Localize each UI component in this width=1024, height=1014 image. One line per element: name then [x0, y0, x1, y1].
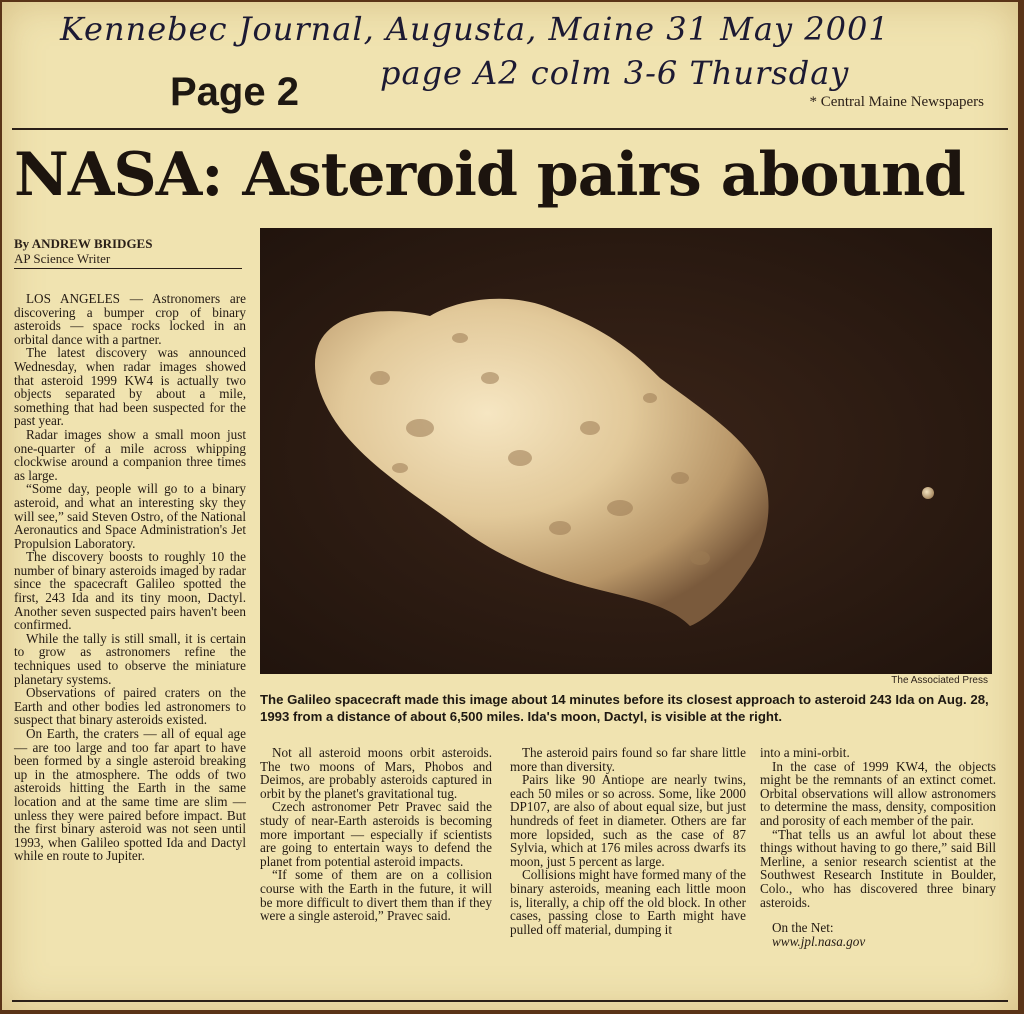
photo-caption: The Galileo spacecraft made this image about 14 minutes before its closest approach to asteroid 243 Ida on Aug. 28, 1993 from a distance of about 6,500 miles. Ida's moon, Dactyl, is visible at the right. [260, 692, 989, 724]
article-column-1 [14, 292, 246, 863]
byline-role: AP Science Writer [14, 251, 111, 266]
paragraph: “That tells us an awful lot about these things without having to go there,” said Bill Merline, a senior research scientist at the Southwest Research Institute in Boulder, Colo., who has discovered three binary asteroids. [760, 826, 996, 910]
handwritten-note-line1: Kennebec Journal, Augusta, Maine 31 May 2001 [60, 10, 890, 48]
footer-rule [12, 1000, 1008, 1002]
paragraph: “Some day, people will go to a binary asteroid, and what an interesting sky they will see,” said Steven Ostro, of the National Aeronautics and Space Administration's Jet Propulsion Laboratory. [14, 481, 246, 551]
page-label: Page 2 [170, 70, 299, 114]
paragraph: Radar images show a small moon just one-quarter of a mile across whipping clockwise around a companion three times as large. [14, 426, 246, 483]
byline-rule [14, 268, 242, 269]
handwritten-note-line2: page A2 colm 3-6 Thursday [380, 54, 850, 92]
paragraph: The asteroid pairs found so far share little more than diversity. [510, 745, 746, 774]
paragraph: LOS ANGELES — Astronomers are discovering a bumper crop of binary asteroids — space rocks locked in an orbital dance with a partner. [14, 291, 246, 347]
paragraph: On Earth, the craters — all of equal age — are too large and too far apart to have been formed by a single asteroid breaking up in the atmosphere. The odds of two asteroids hitting the Earth in the same location and at the same time are slim — unless they were paired before impact. But the first binary asteroid was not seen until 1993, when Galileo spotted Ida and Dactyl while en route to Jupiter. [14, 726, 246, 864]
source-note: * Central Maine Newspapers [809, 94, 984, 110]
newspaper-clipping [2, 2, 1018, 1010]
header-rule [12, 128, 1008, 130]
asteroid-ida-photo [260, 228, 992, 674]
article-column-4 [760, 746, 996, 948]
headline: NASA: Asteroid pairs abound [14, 140, 965, 210]
paragraph: The latest discovery was announced Wednesday, when radar images showed that asteroid 1999 KW4 is actually two objects separated by about a mile, something that had been suspected for the past year. [14, 345, 246, 429]
on-the-net-url: www.jpl.nasa.gov [772, 933, 866, 949]
photo-credit: The Associated Press [891, 675, 988, 686]
article-column-2 [260, 746, 492, 923]
paragraph: Pairs like 90 Antiope are nearly twins, each 50 miles or so across. Some, like 2000 DP107, are also of about equal size, but just hundreds of feet in diameter. Others are far more lopsided, such as the case of 87 Sylvia, which at 176 miles across dwarfs its moon, just 5 percent as large. [510, 772, 746, 869]
article-column-3 [510, 746, 746, 936]
on-the-net-label: On the Net: [772, 920, 834, 936]
paragraph: into a mini-orbit. [760, 745, 850, 760]
paragraph: Czech astronomer Petr Pravec said the study of near-Earth asteroids is becoming more important — especially if scientists are going to entertain ways to defend the planet from potential asteroid impacts. [260, 799, 492, 869]
paragraph: The discovery boosts to roughly 10 the number of binary asteroids imaged by radar since the spacecraft Galileo spotted the first, 243 Ida and its tiny moon, Dactyl. Another seven suspected pairs haven't been confirmed. [14, 549, 246, 633]
byline-author: By ANDREW BRIDGES [14, 236, 153, 251]
byline [14, 236, 152, 266]
paragraph: While the tally is still small, it is certain to grow as astronomers refine the techniques used to observe the miniature planetary systems. [14, 630, 246, 687]
paragraph: In the case of 1999 KW4, the objects might be the remnants of an extinct comet. Orbital observations will allow astronomers to determine the mass, density, composition and porosity of each member of the pair. [760, 758, 996, 828]
paragraph: Collisions might have formed many of the binary asteroids, meaning each little moon is, literally, a chip off the old block. In other cases, passing close to Earth might have pulled off material, dumping it [510, 867, 746, 937]
paragraph: Observations of paired craters on the Earth and other bodies led astronomers to suspect that binary asteroids existed. [14, 685, 246, 728]
moon-dactyl [922, 487, 934, 499]
paragraph: Not all asteroid moons orbit asteroids. The two moons of Mars, Phobos and Deimos, are probably asteroids captured in orbit by the planet's gravitational tug. [260, 745, 492, 801]
paragraph: “If some of them are on a collision course with the Earth in the future, it will be more difficult to divert them than if they were a single asteroid,” Pravec said. [260, 867, 492, 924]
